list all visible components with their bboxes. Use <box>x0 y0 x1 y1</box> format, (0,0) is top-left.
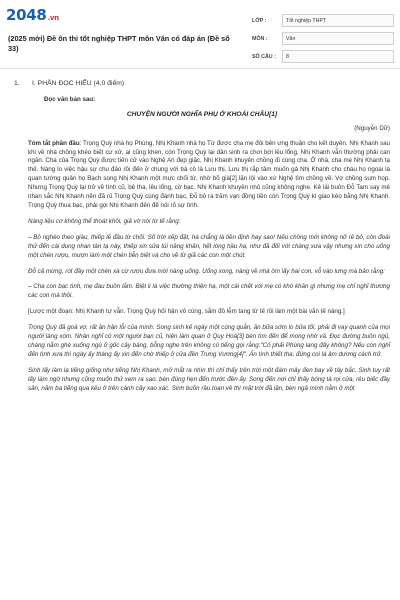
meta-row-lop <box>252 12 394 29</box>
passage-body <box>28 140 390 394</box>
metadata-panel <box>252 12 394 66</box>
so-cau-label: SỐ CÂU : <box>252 53 276 60</box>
omitted-section-note: [Lược một đoạn: Nhị Khanh tự vẫn. Trọng Quỳ hối hận vô cùng, sắm đồ lễm tang từ tế rồi làm một bài văn tế nàng.] <box>28 308 345 316</box>
story-author: (Nguyễn Dữ) <box>354 124 390 132</box>
question-number: 1. <box>14 80 20 87</box>
reading-instruction: Đọc văn bản sau: <box>44 95 96 103</box>
passage-paragraph: Sinh lấy làm lạ tiếng giống như tiếng Nhị Khanh, mở mắt ra nhìn thì chỉ thấy trên trời một đám mây đen bay về tây bắc. Sinh tuy rất lấy làm ngờ nhưng cũng muốn thử xem ra sao, bèn đúng hẹn đến trước đền ấy. Song đến nơi chỉ thấy bóng tà rọi cửa, rêu biếc đầy sân, năm ba tiếng qua kêu ở trên cành cây xao xác. Sinh buồn rầu toan về thì mặt trời đã lặn, bèn ngả mình nằm ở một <box>28 366 390 392</box>
story-title: CHUYỆN NGƯỜI NGHĨA PHỤ Ở KHOÁI CHÂU[1] <box>126 110 278 118</box>
question-heading <box>14 80 390 89</box>
passage-paragraph: Đỗ cả mừng, rót đầy một chén xà cừ rượu đưa mời nàng uống. Uống xong, nàng về nhà ôm lấy hai con, vỗ vào lưng mà bảo rằng: <box>28 267 385 275</box>
passage-paragraph: – Bỏ nghèo theo giàu, thiếp lẽ đâu từ chối. Số trời xếp đặt, há chẳng là tiền định hay sao! Nếu chồng mới không nỡ rẻ bỏ, còn đoái thử đến cái dung nhan tàn tạ này, thiếp xin sửa túi nâng khăn, hết lòng hầu hạ, như đã đối với chàng xưa vậy nhưng xin cho uống một chén rượu, mượn làm một chén tiễn biệt và cho về từ giã các con một chút. <box>28 233 390 259</box>
passage-paragraph: Nàng liệu cơ không thể thoát khỏi, giả vờ nói từ tế rằng: <box>28 217 181 225</box>
summary-lead: Tóm tắt phần đầu <box>28 139 80 147</box>
header-divider <box>0 68 400 69</box>
section-title: I. PHẦN ĐỌC HIỂU (4,0 điểm) <box>32 80 125 87</box>
logo-text: 2048 <box>6 6 47 24</box>
question-content <box>14 80 390 400</box>
so-cau-value: 8 <box>282 50 394 63</box>
lop-label: LỚP : <box>252 17 267 24</box>
lop-value: Tốt nghiệp THPT <box>282 14 394 27</box>
mon-value: Văn <box>282 32 394 45</box>
logo-suffix: .vn <box>47 14 59 22</box>
mon-label: MÔN : <box>252 35 268 42</box>
passage-paragraph: Trọng Quỳ đã goá vợ, rất ân hận lỗi của mình. Song sinh kế ngày một cùng quẫn, ăn bữa sớm lo bữa tối, phải đi vay quanh của mọi người làng xóm. Nhân nghĩ có một người bạn cũ, hiện làm quan ở Quy Hoá[3] bèn tìm đến để mong nhờ vả. Đọc đường buồn ngủ, chàng nằm ghé xuống ngủ ở gốc cây bàng, bỗng nghe trên không có tiếng gọi rằng:"Có phải Phùng lang đấy không? Nếu còn nghĩ đến tình xưa thì ngày ấy tháng ấy xin đến chờ thiếp ở cửa đền Trưng Vương[4]". Ấn tình thiết tha, đứng coi là âm dương cách trở. <box>28 324 390 358</box>
meta-row-mon <box>252 30 394 47</box>
site-logo[interactable] <box>6 6 59 24</box>
summary-paragraph <box>28 140 390 211</box>
meta-row-so-cau <box>252 48 394 65</box>
summary-text: : Trọng Quỳ nhà họ Phùng, Nhị Khanh nhà họ Từ được cha mẹ đôi bên ưng thuận cho kết duyên. Nhị Khanh sau khi về nhà chồng khéo biết cư xử, ai cũng khen, còn Trọng Quỳ lại dần sinh ra chơi bời lêu lổng, Nhị Khanh vẫn thường phải can ngăn. Cha của Trọng Quỳ được tiến cử vào Nghệ An đẹp giặc, Nhị Khanh khuyên chồng đi cùng cha. Ở nhà, cha mẹ Nhị Khanh tạ thế. Nàng lo việc hậu sự chu đáo rồi đến ở chung với bà cô là Lưu thị. Lưu thị rắp tâm muốn gả Nhị Khanh cho cháu họ ngoại là quan tướng quân họ Bạch song Nhị Khanh một mực chối từ, nhờ bõ già[2] lặn lội vào xứ Nghệ tìm chồng về. Vợ chồng sum họp. Nhưng Trọng Quỳ lại trở về tính cũ, bê tha, lêu lổng, cờ bạc. Nhị Khanh khuyên nhủ cũng không nghe. Kẻ lái buôn Đỗ Tam say mê nhan sắc Nhị Khanh nên đã rủ Trọng Quỳ cùng đánh bạc, Đỗ bỏ ra trăm vạn đồng tiền còn Trọng Quỳ kí giao kèo bằng Nhị Khanh. Trọng Quỳ thua bạc, phải gọi Nhị Khanh đến để nói rõ sự tình. <box>28 139 390 209</box>
passage-paragraph: – Cha con bạc tình, mẹ đau buồn lắm. Biệt li là việc thường thiện hạ, một cái chết với mẹ có khó khăn gì nhưng mẹ chỉ nghĩ thương các con mà thôi. <box>28 283 390 300</box>
page-header <box>0 0 400 72</box>
document-title: (2025 mới) Đề ôn thi tốt nghiệp THPT môn Văn có đáp án (Đề số 33) <box>8 34 230 53</box>
